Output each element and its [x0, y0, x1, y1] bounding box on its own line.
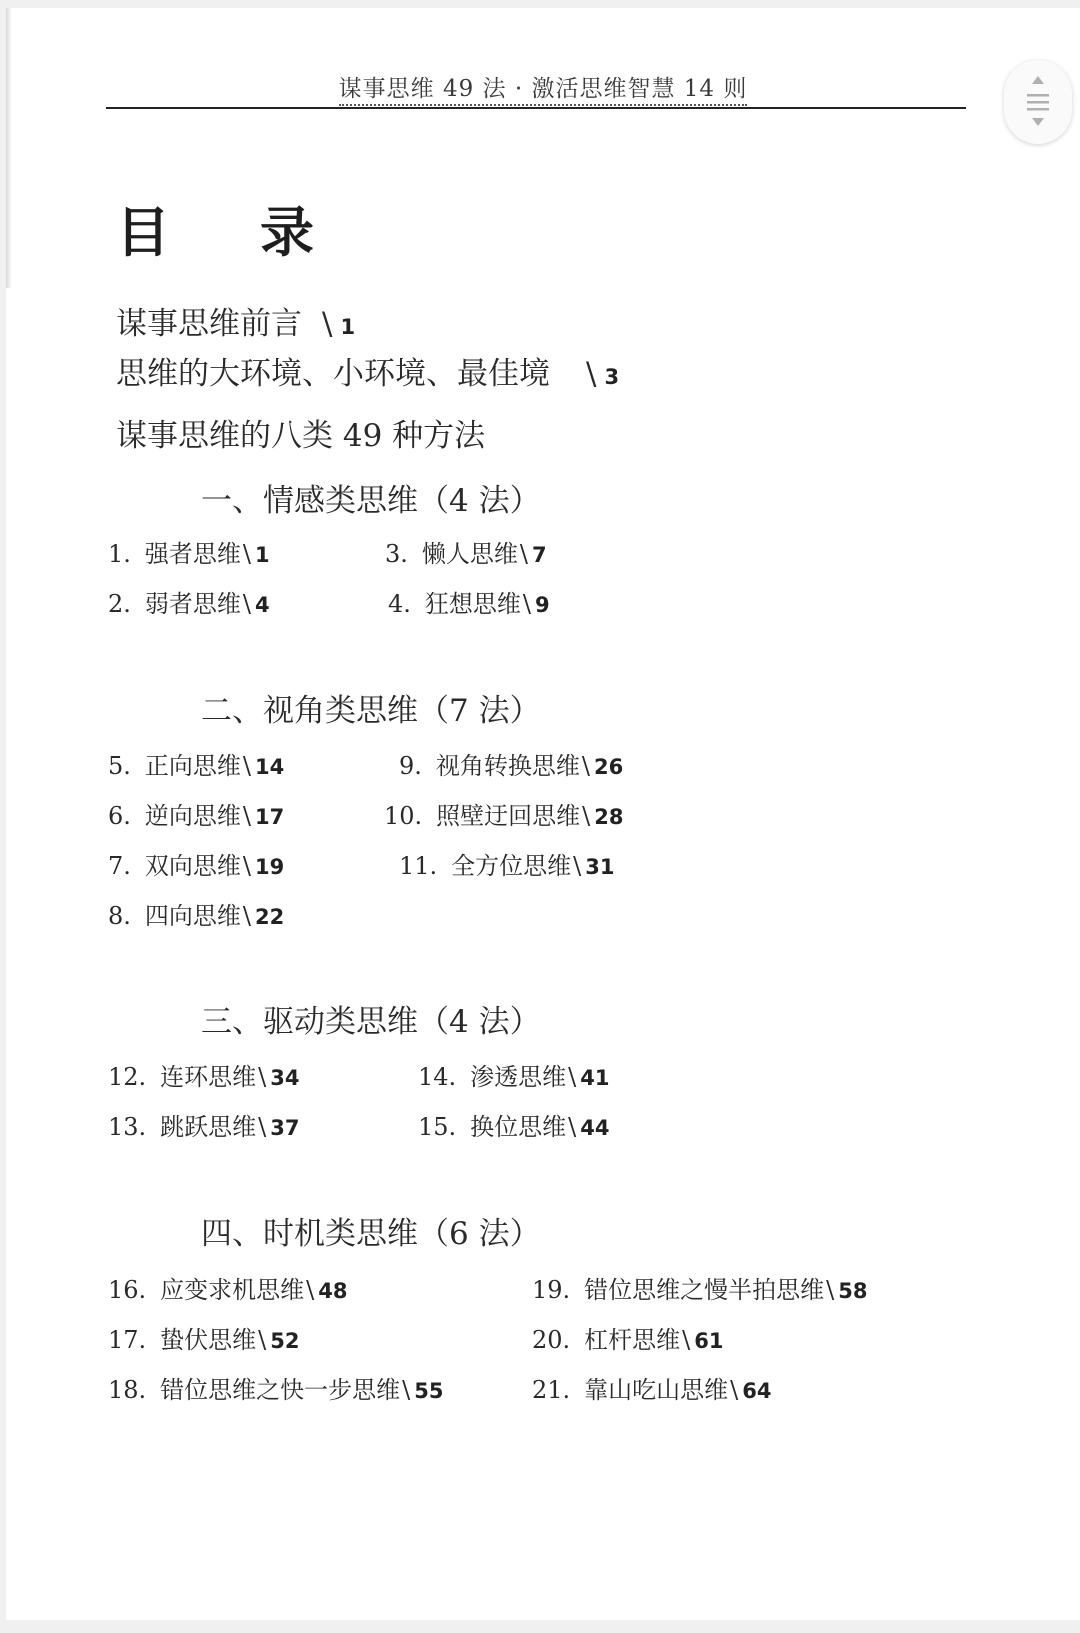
page-number: 41 [580, 1066, 610, 1090]
front-item-methods [116, 410, 485, 455]
page-number: 22 [255, 905, 285, 929]
toc-entry-2[interactable] [108, 584, 270, 619]
toc-entry-15[interactable] [418, 1107, 610, 1142]
entry-title: 渗透思维 [470, 1063, 567, 1091]
book-page [6, 8, 1080, 1620]
separator: \ [306, 1276, 315, 1304]
scroll-position-icon [1024, 74, 1052, 130]
running-head-text: 谋事思维 49 法 · 激活思维智慧 14 则 [339, 76, 748, 106]
entry-number: 20. [532, 1326, 571, 1354]
separator: \ [242, 752, 251, 780]
page-edge-shadow [6, 8, 12, 288]
entry-number: 7. [108, 852, 131, 880]
separator: \ [258, 1113, 267, 1141]
entry-title: 四向思维 [144, 902, 241, 930]
toc-entry-4[interactable] [388, 584, 550, 619]
front-item-preface[interactable] [116, 298, 355, 343]
entry-title: 换位思维 [470, 1113, 567, 1141]
toc-entry-8[interactable] [108, 896, 284, 931]
entry-title: 全方位思维 [451, 852, 572, 880]
front-item-title: 谋事思维的八类 49 种方法 [116, 418, 486, 454]
entry-title: 蛰伏思维 [160, 1326, 257, 1354]
entry-number: 18. [108, 1376, 147, 1404]
entry-number: 11. [399, 852, 438, 880]
entry-number: 2. [108, 590, 131, 618]
separator: \ [573, 852, 582, 880]
entry-number: 10. [384, 802, 423, 830]
toc-entry-20[interactable] [532, 1320, 724, 1355]
entry-title: 视角转换思维 [435, 752, 580, 780]
toc-entry-14[interactable] [418, 1057, 610, 1092]
toc-title: 目录 [116, 201, 404, 264]
section-heading-2: 二、视角类思维（7 法） [201, 693, 541, 729]
separator: \ [242, 852, 251, 880]
entry-number: 17. [108, 1326, 147, 1354]
toc-entry-16[interactable] [108, 1270, 348, 1305]
page-number: 34 [270, 1066, 300, 1090]
entry-title: 双向思维 [144, 852, 241, 880]
separator: \ [519, 540, 528, 568]
header-rule [106, 107, 966, 109]
separator: \ [582, 802, 591, 830]
entry-number: 3. [385, 540, 408, 568]
separator: \ [522, 590, 531, 618]
toc-entry-9[interactable] [399, 746, 623, 781]
separator: \ [682, 1326, 691, 1354]
page-number: 37 [270, 1116, 300, 1140]
entry-title: 错位思维之快一步思维 [160, 1376, 401, 1404]
toc-entry-10[interactable] [384, 796, 624, 831]
separator: \ [242, 802, 251, 830]
page-number: 44 [580, 1116, 610, 1140]
entry-title: 正向思维 [144, 752, 241, 780]
separator: \ [402, 1376, 411, 1404]
separator: \ [258, 1326, 267, 1354]
separator: \ [258, 1063, 267, 1091]
separator: \ [586, 356, 597, 392]
page-number: 14 [255, 755, 285, 779]
toc-entry-17[interactable] [108, 1320, 300, 1355]
toc-entry-5[interactable] [108, 746, 284, 781]
toc-entry-18[interactable] [108, 1370, 444, 1405]
front-item-environment[interactable] [116, 348, 619, 393]
entry-title: 跳跃思维 [160, 1113, 257, 1141]
page-number: 64 [742, 1379, 772, 1403]
page-number: 3 [604, 365, 620, 389]
entry-number: 15. [418, 1113, 457, 1141]
toc-entry-19[interactable] [532, 1270, 868, 1305]
separator: \ [568, 1113, 577, 1141]
page-number: 58 [838, 1279, 868, 1303]
entry-title: 杠杆思维 [584, 1326, 681, 1354]
entry-title: 错位思维之慢半拍思维 [584, 1276, 825, 1304]
entry-number: 5. [108, 752, 131, 780]
scroll-position-button[interactable] [1004, 60, 1072, 144]
page-number: 19 [255, 855, 285, 879]
entry-number: 14. [418, 1063, 457, 1091]
entry-number: 6. [108, 802, 131, 830]
separator: \ [242, 590, 251, 618]
page-number: 1 [255, 543, 270, 567]
toc-entry-12[interactable] [108, 1057, 300, 1092]
entry-title: 照壁迂回思维 [436, 802, 581, 830]
toc-entry-6[interactable] [108, 796, 284, 831]
separator: \ [242, 902, 251, 930]
page-number: 26 [594, 755, 624, 779]
page-number: 9 [535, 593, 550, 617]
front-item-title: 思维的大环境、小环境、最佳境 [116, 356, 550, 392]
entry-title: 应变求机思维 [160, 1276, 305, 1304]
toc-entry-11[interactable] [399, 846, 615, 881]
running-head [6, 70, 1080, 103]
entry-number: 9. [399, 752, 422, 780]
entry-title: 连环思维 [160, 1063, 257, 1091]
entry-title: 逆向思维 [144, 802, 241, 830]
separator: \ [322, 306, 333, 342]
entry-number: 21. [532, 1376, 571, 1404]
front-item-title: 谋事思维前言 [116, 306, 302, 342]
page-number: 1 [340, 315, 356, 339]
entry-number: 4. [388, 590, 411, 618]
entry-number: 8. [108, 902, 131, 930]
entry-title: 狂想思维 [424, 590, 521, 618]
entry-number: 16. [108, 1276, 147, 1304]
entry-number: 12. [108, 1063, 147, 1091]
page-number: 48 [318, 1279, 348, 1303]
separator: \ [730, 1376, 739, 1404]
page-number: 4 [255, 593, 270, 617]
page-number: 55 [414, 1379, 444, 1403]
toc-entry-1[interactable] [108, 534, 270, 569]
page-number: 28 [594, 805, 624, 829]
entry-number: 13. [108, 1113, 147, 1141]
page-number: 7 [532, 543, 547, 567]
entry-title: 靠山吃山思维 [584, 1376, 729, 1404]
separator: \ [242, 540, 251, 568]
entry-title: 强者思维 [144, 540, 241, 568]
section-heading-4: 四、时机类思维（6 法） [201, 1216, 541, 1252]
page-number: 52 [270, 1329, 300, 1353]
page-number: 61 [694, 1329, 724, 1353]
page-number: 31 [585, 855, 615, 879]
toc-entry-13[interactable] [108, 1107, 300, 1142]
section-heading-1: 一、情感类思维（4 法） [201, 483, 541, 519]
toc-entry-3[interactable] [385, 534, 547, 569]
entry-number: 19. [532, 1276, 571, 1304]
section-heading-3: 三、驱动类思维（4 法） [201, 1004, 541, 1040]
toc-entry-7[interactable] [108, 846, 284, 881]
entry-title: 懒人思维 [421, 540, 518, 568]
separator: \ [568, 1063, 577, 1091]
toc-entry-21[interactable] [532, 1370, 772, 1405]
separator: \ [581, 752, 590, 780]
entry-number: 1. [108, 540, 131, 568]
entry-title: 弱者思维 [144, 590, 241, 618]
separator: \ [826, 1276, 835, 1304]
page-number: 17 [255, 805, 285, 829]
